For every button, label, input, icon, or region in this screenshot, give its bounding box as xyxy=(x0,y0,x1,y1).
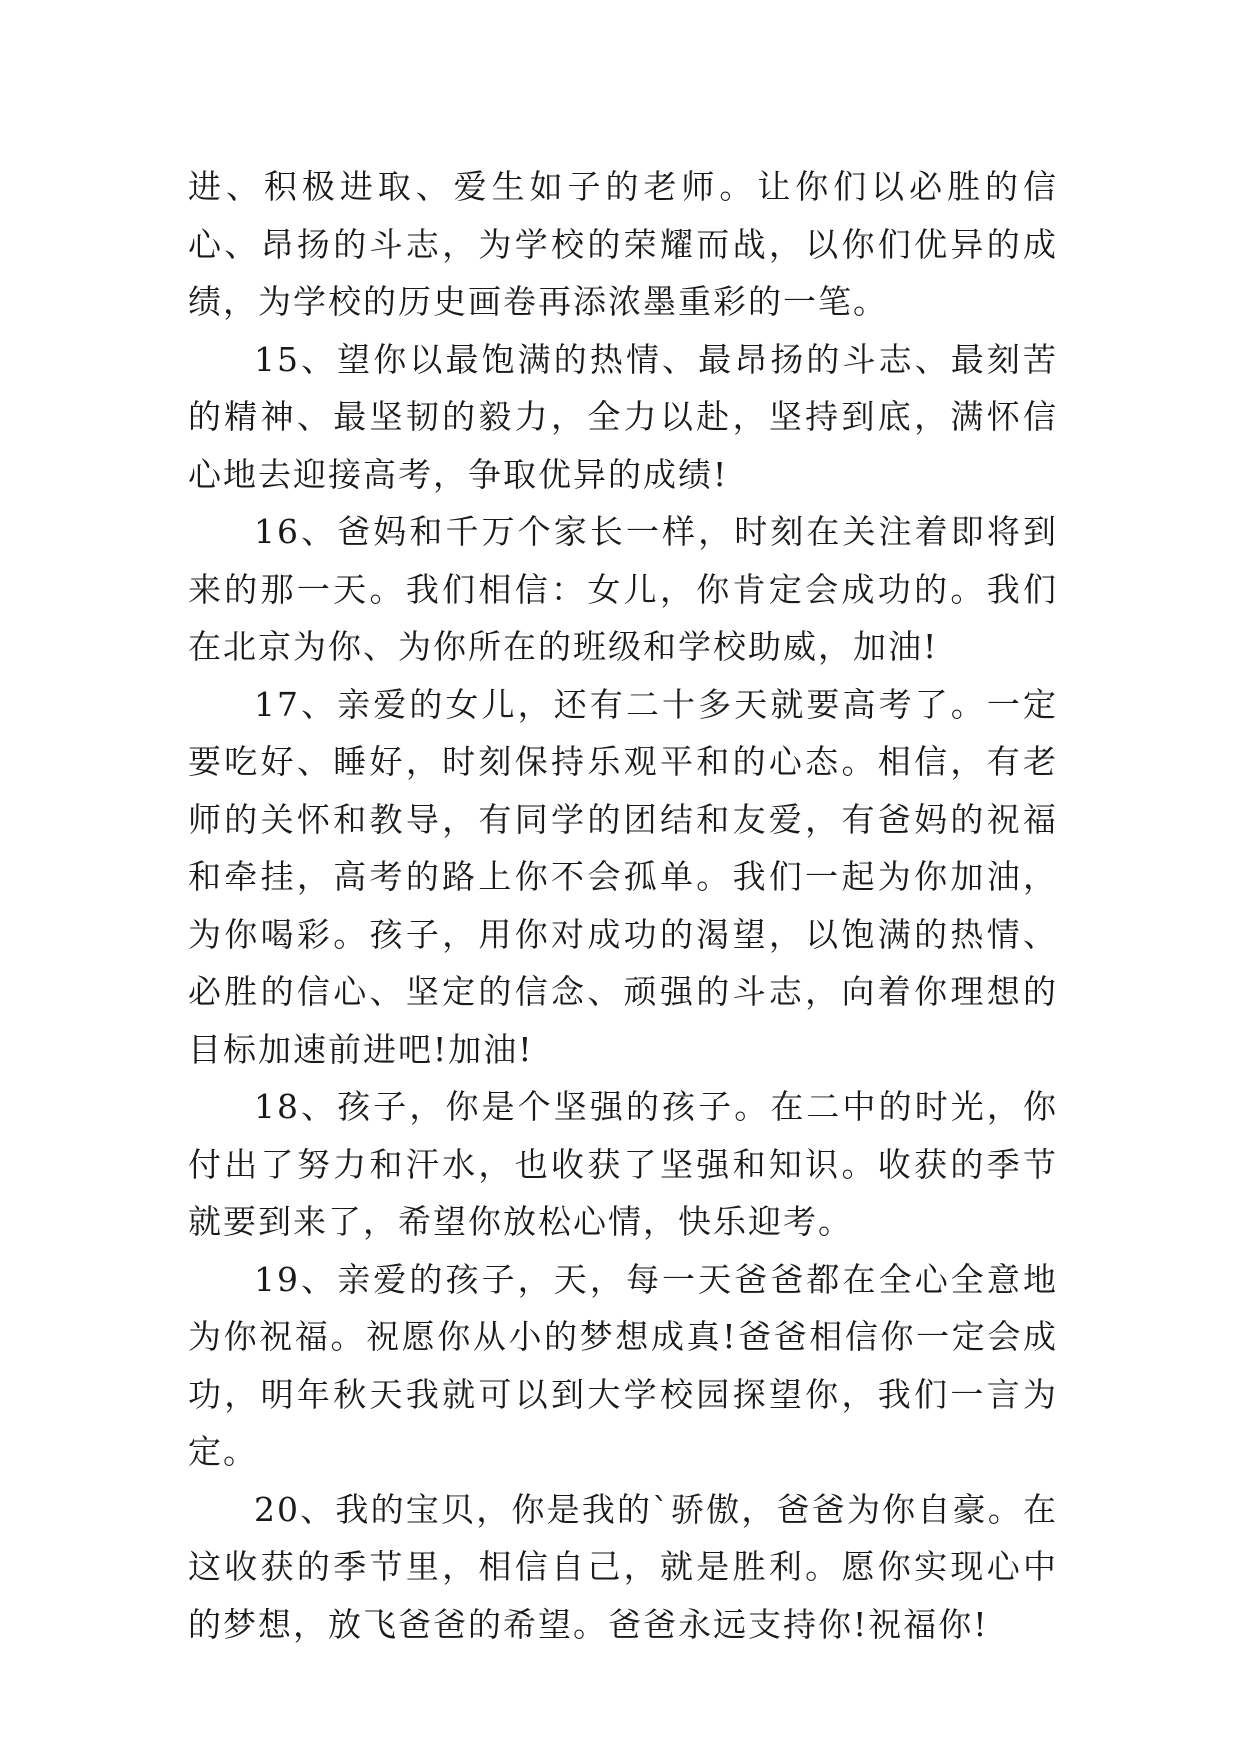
paragraph-20: 20、我的宝贝，你是我的`骄傲，爸爸为你自豪。在这收获的季节里，相信自己，就是胜利。愿你实现心中的梦想，放飞爸爸的希望。爸爸永远支持你!祝福你! xyxy=(188,1489,1058,1644)
paragraph-18: 18、孩子，你是个坚强的孩子。在二中的时光，你付出了努力和汗水，也收获了坚强和知识。收获的季节就要到来了，希望你放松心情，快乐迎考。 xyxy=(188,1087,1058,1241)
paragraph-continuation: 进、积极进取、爱生如子的老师。让你们以必胜的信心、昂扬的斗志，为学校的荣耀而战，以你们优异的成绩，为学校的历史画卷再添浓墨重彩的一笔。 xyxy=(188,167,1058,321)
document-body xyxy=(188,158,1058,1653)
paragraph-16: 16、爸妈和千万个家长一样，时刻在关注着即将到来的那一天。我们相信：女儿，你肯定会成功的。我们在北京为你、为你所在的班级和学校助威，加油! xyxy=(188,512,1058,666)
paragraph-19: 19、亲爱的孩子，天，每一天爸爸都在全心全意地为你祝福。祝愿你从小的梦想成真!爸爸相信你一定会成功，明年秋天我就可以到大学校园探望你，我们一言为定。 xyxy=(188,1259,1058,1471)
paragraph-15: 15、望你以最饱满的热情、最昂扬的斗志、最刻苦的精神、最坚韧的毅力，全力以赴，坚持到底，满怀信心地去迎接高考，争取优异的成绩! xyxy=(188,339,1058,494)
paragraph-17: 17、亲爱的女儿，还有二十多天就要高考了。一定要吃好、睡好，时刻保持乐观平和的心态。相信，有老师的关怀和教导，有同学的团结和友爱，有爸妈的祝福和牵挂，高考的路上你不会孤单。我们一起为你加油，为你喝彩。孩子，用你对成功的渴望，以饱满的热情、必胜的信心、坚定的信念、顽强的斗志，向着你理想的目标加速前进吧!加油! xyxy=(188,684,1058,1069)
